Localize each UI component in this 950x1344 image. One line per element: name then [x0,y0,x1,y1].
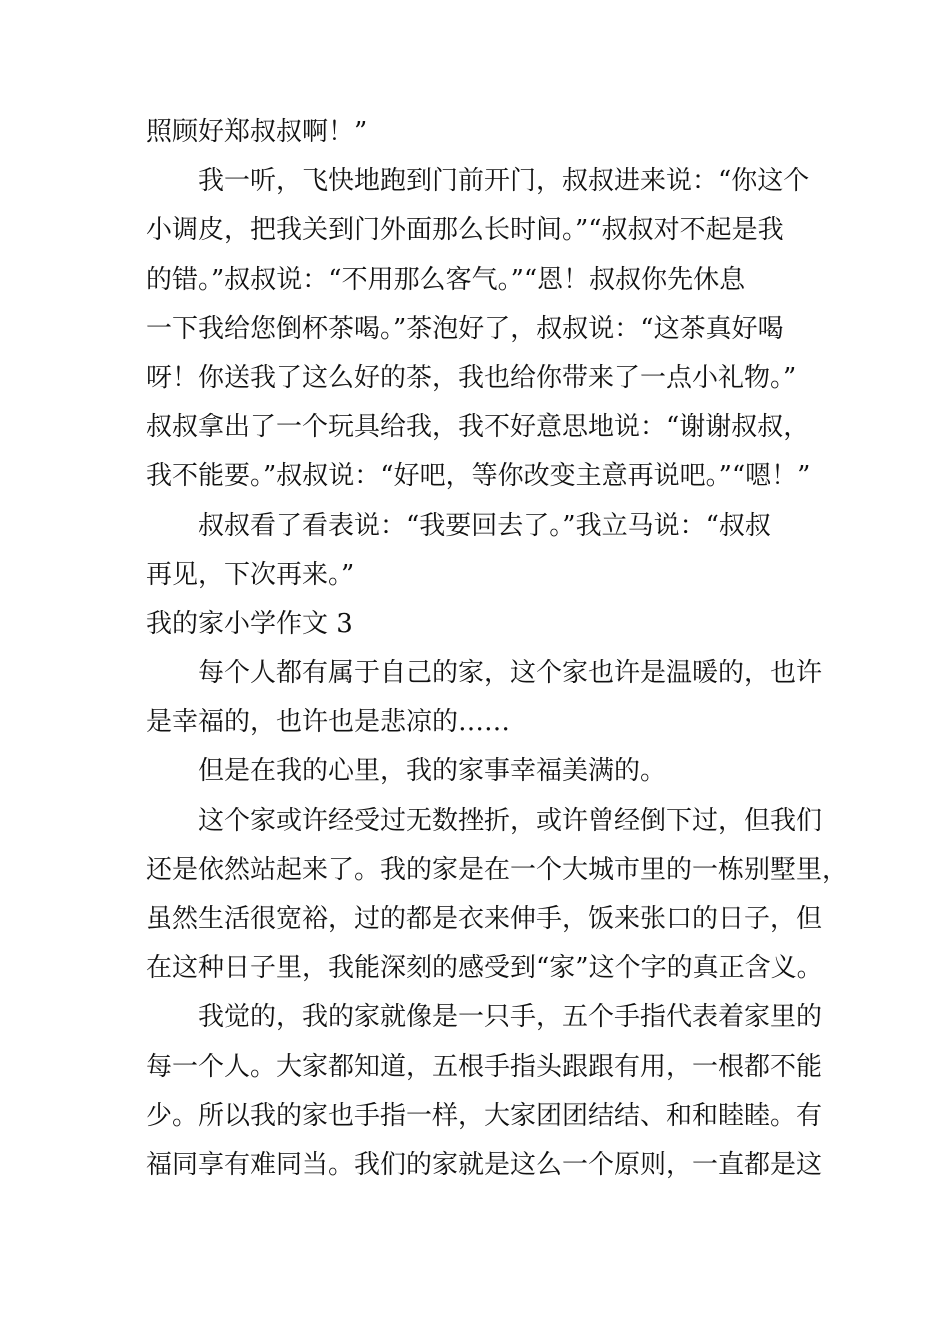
text-line: 福同享有难同当。我们的家就是这么一个原则，一直都是这 [146,1149,823,1180]
text-line: 叔叔看了看表说：“我要回去了。”我立马说：“叔叔 [198,510,771,541]
text-line: 还是依然站起来了。我的家是在一个大城市里的一栋别墅里， [146,854,849,885]
text-line: 小调皮，把我关到门外面那么长时间。”“叔叔对不起是我 [146,215,784,246]
text-line: 照顾好郑叔叔啊！” [146,117,368,147]
text-line: 我觉的，我的家就像是一只手，五个手指代表着家里的 [198,1002,823,1033]
essay-text [146,108,849,1190]
text-line: 这个家或许经受过无数挫折，或许曾经倒下过，但我们 [198,805,823,836]
text-line: 少。所以我的家也手指一样，大家团团结结、和和睦睦。有 [146,1100,823,1131]
text-line: 每个人都有属于自己的家，这个家也许是温暖的，也许 [198,658,823,689]
text-line: 一下我给您倒杯茶喝。”茶泡好了，叔叔说：“这茶真好喝 [146,313,784,344]
text-line: 但是在我的心里，我的家事幸福美满的。 [198,756,667,787]
text-line: 虽然生活很宽裕，过的都是衣来伸手，饭来张口的日子，但 [146,904,823,934]
text-line: 呀！你送我了这么好的茶，我也给你带来了一点小礼物。” [146,362,797,393]
text-line: 我不能要。”叔叔说：“好吧，等你改变主意再说吧。”“嗯！” [146,461,811,492]
text-line: 每一个人。大家都知道，五根手指头跟跟有用，一根都不能 [146,1051,823,1082]
text-line: 叔叔拿出了一个玩具给我，我不好意思地说：“谢谢叔叔， [146,412,810,443]
text-line: 的错。”叔叔说：“不用那么客气。”“恩！叔叔你先休息 [146,264,746,295]
text-line: 我的家小学作文 3 [146,608,353,639]
text-line: 再见，下次再来。” [146,559,355,590]
text-line: 在这种日子里，我能深刻的感受到“家”这个字的真正含义。 [146,953,823,984]
text-line: 我一听，飞快地跑到门前开门，叔叔进来说：“你这个 [198,166,810,197]
text-line: 是幸福的，也许也是悲凉的…… [146,707,511,738]
